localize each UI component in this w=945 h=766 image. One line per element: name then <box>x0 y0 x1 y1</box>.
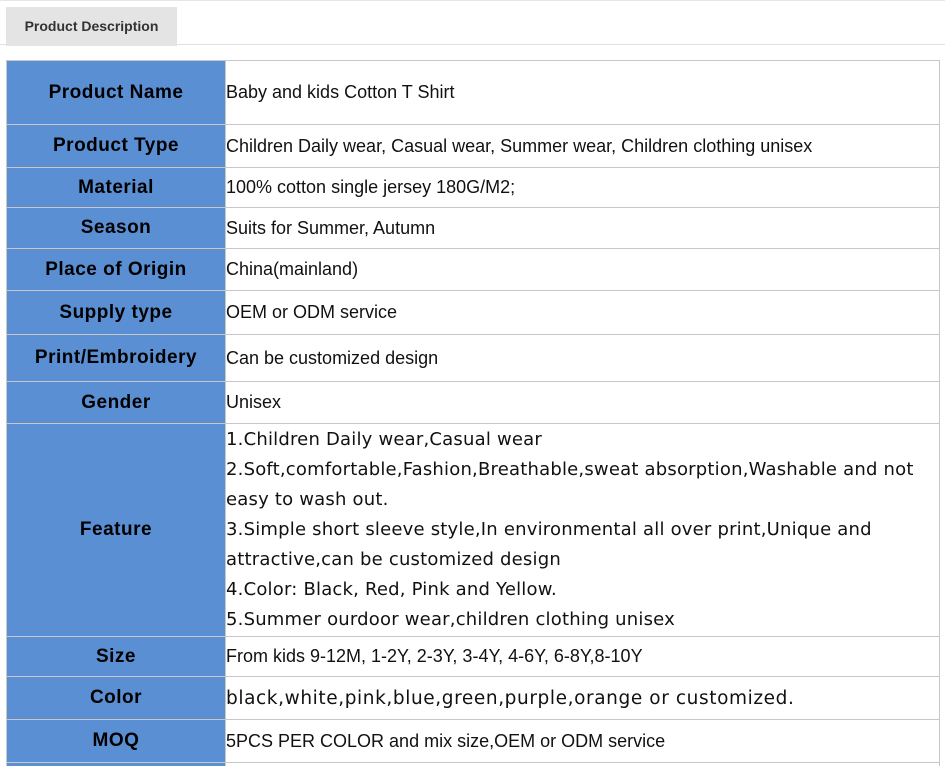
table-row <box>7 720 940 763</box>
feature-item: 2.Soft,comfortable,Fashion,Breathable,sweat absorption,Washable and not easy to wash out. <box>226 459 914 510</box>
row-value: 100% cotton single jersey 180G/M2; <box>226 168 940 208</box>
row-label: Season <box>7 208 226 249</box>
row-label: Feature <box>7 424 226 637</box>
feature-item: 3.Simple short sleeve style,In environmental all over print,Unique and attractive,can be customized design <box>226 519 872 570</box>
row-value: Can be customized design <box>226 335 940 382</box>
table-row <box>7 677 940 720</box>
table-row <box>7 382 940 424</box>
table-row <box>7 168 940 208</box>
feature-item: 5.Summer ourdoor wear,children clothing unisex <box>226 609 675 630</box>
row-label: Product Type <box>7 125 226 168</box>
feature-item: 1.Children Daily wear,Casual wear <box>226 429 542 450</box>
feature-item: 4.Color: Black, Red, Pink and Yellow. <box>226 579 557 600</box>
row-value: Baby and kids Cotton T Shirt <box>226 61 940 125</box>
row-label: MOQ <box>7 720 226 763</box>
table-row <box>7 291 940 335</box>
table-row <box>7 208 940 249</box>
row-label: Material <box>7 168 226 208</box>
feature-list <box>226 424 940 637</box>
table-row <box>7 424 940 637</box>
row-value: black,white,pink,blue,green,purple,orange or customized. <box>226 677 940 720</box>
row-value: OEM or ODM service <box>226 291 940 335</box>
row-label: Product Name <box>7 61 226 125</box>
product-spec-table <box>6 60 940 766</box>
row-label: Gender <box>7 382 226 424</box>
row-value-partial <box>226 763 940 766</box>
row-label-partial <box>7 763 226 766</box>
row-label: Color <box>7 677 226 720</box>
row-value: From kids 9-12M, 1-2Y, 2-3Y, 3-4Y, 4-6Y, 6-8Y,8-10Y <box>226 637 940 677</box>
row-value: Children Daily wear, Casual wear, Summer wear, Children clothing unisex <box>226 125 940 168</box>
tab-product-description[interactable]: Product Description <box>6 7 177 46</box>
row-value: 5PCS PER COLOR and mix size,OEM or ODM service <box>226 720 940 763</box>
row-value: Unisex <box>226 382 940 424</box>
row-label: Print/Embroidery <box>7 335 226 382</box>
table-row <box>7 763 940 766</box>
row-value: Suits for Summer, Autumn <box>226 208 940 249</box>
row-label: Place of Origin <box>7 249 226 291</box>
row-label: Supply type <box>7 291 226 335</box>
table-row <box>7 249 940 291</box>
tab-strip <box>0 0 945 45</box>
table-row <box>7 61 940 125</box>
table-row <box>7 335 940 382</box>
table-row <box>7 125 940 168</box>
row-value: China(mainland) <box>226 249 940 291</box>
table-row <box>7 637 940 677</box>
row-label: Size <box>7 637 226 677</box>
